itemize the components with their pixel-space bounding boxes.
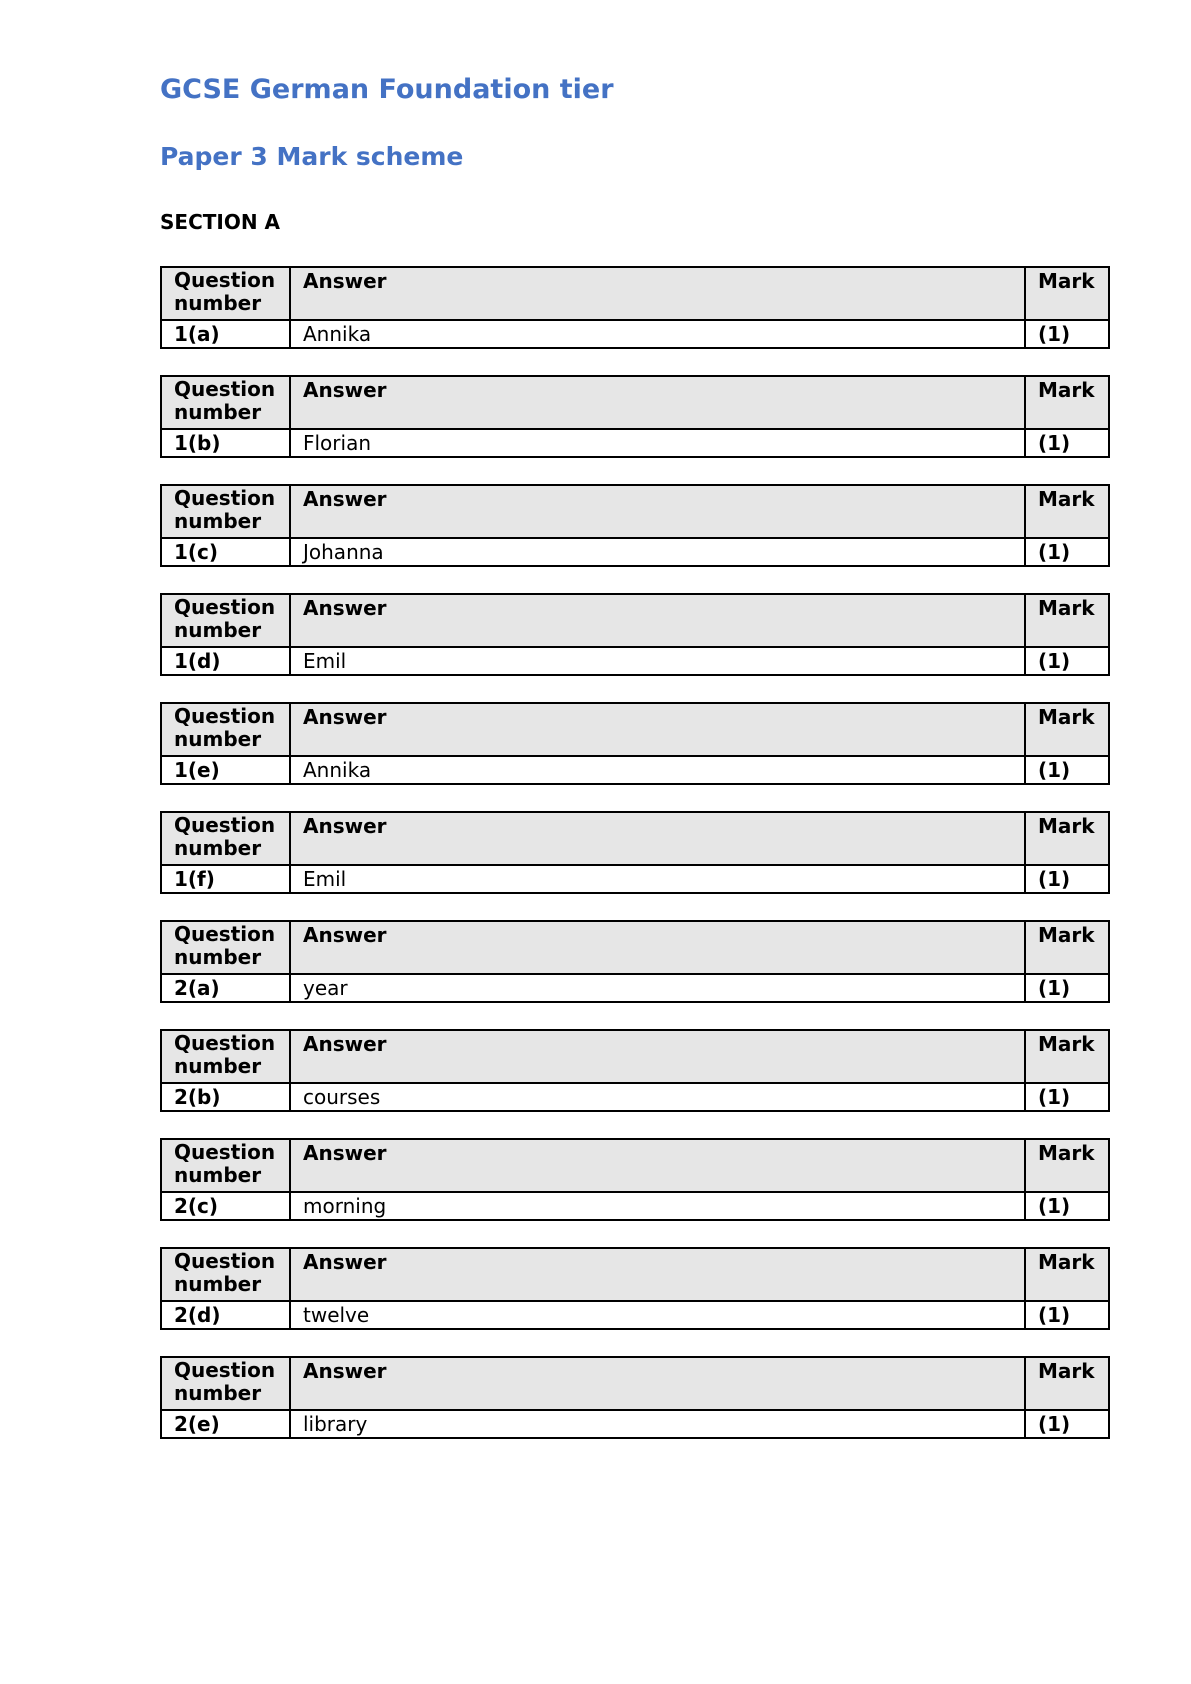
answer-cell: Annika xyxy=(290,320,1025,348)
answer-header: Answer xyxy=(290,1030,1025,1083)
mark-header: Mark xyxy=(1025,1030,1109,1083)
answer-cell: Johanna xyxy=(290,538,1025,566)
question-number: 1(f) xyxy=(161,865,290,893)
mark-header: Mark xyxy=(1025,376,1109,429)
mark-header: Mark xyxy=(1025,812,1109,865)
table-row xyxy=(161,756,1109,784)
question-number-header: Question number xyxy=(161,812,290,865)
answer-table xyxy=(160,1247,1110,1330)
mark-cell: (1) xyxy=(1025,865,1109,893)
question-number: 2(c) xyxy=(161,1192,290,1220)
table-row xyxy=(161,1192,1109,1220)
answer-cell: twelve xyxy=(290,1301,1025,1329)
table-row xyxy=(161,320,1109,348)
answer-cell: library xyxy=(290,1410,1025,1438)
mark-cell: (1) xyxy=(1025,1410,1109,1438)
answer-header: Answer xyxy=(290,703,1025,756)
question-number: 2(a) xyxy=(161,974,290,1002)
answer-cell: Annika xyxy=(290,756,1025,784)
question-number: 1(d) xyxy=(161,647,290,675)
mark-header: Mark xyxy=(1025,703,1109,756)
question-number: 1(b) xyxy=(161,429,290,457)
mark-header: Mark xyxy=(1025,267,1109,320)
page-title: GCSE German Foundation tier xyxy=(160,74,614,105)
question-number: 1(a) xyxy=(161,320,290,348)
mark-cell: (1) xyxy=(1025,1192,1109,1220)
answer-table xyxy=(160,266,1110,349)
table-row xyxy=(161,538,1109,566)
table-row xyxy=(161,429,1109,457)
answer-header: Answer xyxy=(290,485,1025,538)
answer-header: Answer xyxy=(290,1139,1025,1192)
table-row xyxy=(161,1083,1109,1111)
table-row xyxy=(161,647,1109,675)
mark-header: Mark xyxy=(1025,1248,1109,1301)
answer-table xyxy=(160,593,1110,676)
answer-header: Answer xyxy=(290,594,1025,647)
question-number-header: Question number xyxy=(161,267,290,320)
answer-header: Answer xyxy=(290,921,1025,974)
question-number: 2(d) xyxy=(161,1301,290,1329)
section-heading: SECTION A xyxy=(160,210,281,234)
mark-header: Mark xyxy=(1025,1139,1109,1192)
mark-header: Mark xyxy=(1025,485,1109,538)
question-number-header: Question number xyxy=(161,921,290,974)
answer-table xyxy=(160,920,1110,1003)
answer-table xyxy=(160,1138,1110,1221)
table-row xyxy=(161,865,1109,893)
answer-cell: Emil xyxy=(290,647,1025,675)
question-number-header: Question number xyxy=(161,1139,290,1192)
mark-cell: (1) xyxy=(1025,538,1109,566)
question-number: 2(e) xyxy=(161,1410,290,1438)
answer-table xyxy=(160,702,1110,785)
answer-table xyxy=(160,811,1110,894)
question-number-header: Question number xyxy=(161,485,290,538)
mark-header: Mark xyxy=(1025,1357,1109,1410)
question-number: 2(b) xyxy=(161,1083,290,1111)
answer-header: Answer xyxy=(290,812,1025,865)
table-row xyxy=(161,974,1109,1002)
answer-cell: Florian xyxy=(290,429,1025,457)
answer-table xyxy=(160,1029,1110,1112)
answer-cell: year xyxy=(290,974,1025,1002)
mark-header: Mark xyxy=(1025,921,1109,974)
mark-header: Mark xyxy=(1025,594,1109,647)
question-number-header: Question number xyxy=(161,1248,290,1301)
mark-cell: (1) xyxy=(1025,647,1109,675)
answer-header: Answer xyxy=(290,376,1025,429)
answer-cell: courses xyxy=(290,1083,1025,1111)
table-row xyxy=(161,1410,1109,1438)
answer-table xyxy=(160,1356,1110,1439)
mark-cell: (1) xyxy=(1025,320,1109,348)
answer-header: Answer xyxy=(290,1248,1025,1301)
mark-cell: (1) xyxy=(1025,429,1109,457)
table-row xyxy=(161,1301,1109,1329)
mark-cell: (1) xyxy=(1025,974,1109,1002)
answer-cell: morning xyxy=(290,1192,1025,1220)
page-subtitle: Paper 3 Mark scheme xyxy=(160,142,464,171)
mark-cell: (1) xyxy=(1025,756,1109,784)
mark-cell: (1) xyxy=(1025,1083,1109,1111)
mark-cell: (1) xyxy=(1025,1301,1109,1329)
answer-cell: Emil xyxy=(290,865,1025,893)
answer-table xyxy=(160,375,1110,458)
question-number: 1(c) xyxy=(161,538,290,566)
answer-table xyxy=(160,484,1110,567)
question-number-header: Question number xyxy=(161,594,290,647)
question-number-header: Question number xyxy=(161,376,290,429)
question-number-header: Question number xyxy=(161,1357,290,1410)
question-number-header: Question number xyxy=(161,703,290,756)
answer-header: Answer xyxy=(290,267,1025,320)
answer-header: Answer xyxy=(290,1357,1025,1410)
question-number: 1(e) xyxy=(161,756,290,784)
question-number-header: Question number xyxy=(161,1030,290,1083)
